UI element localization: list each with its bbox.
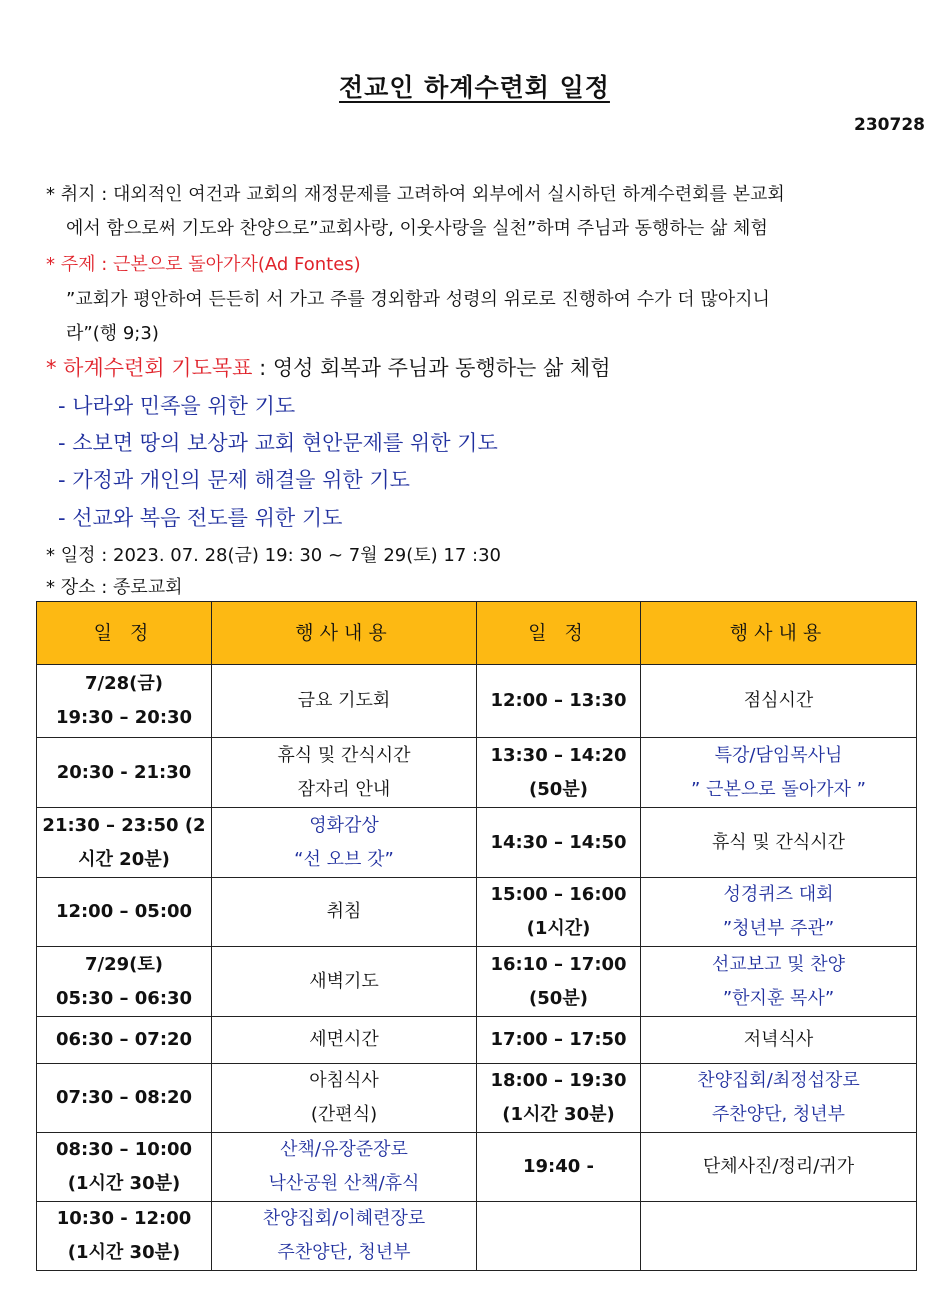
cell-text: 13:30 – 14:20 (490, 744, 627, 766)
time-cell (37, 878, 212, 947)
cell-text: 7/28(금) (85, 673, 163, 694)
table-row (37, 878, 917, 947)
time-cell (37, 1202, 212, 1271)
place-line: * 장소 : 종로교회 (46, 577, 183, 598)
event-cell (641, 1133, 917, 1202)
cell-text: ” 근본으로 돌아가자 ” (691, 778, 866, 800)
cell-text: 06:30 – 07:20 (55, 1029, 193, 1050)
table-row (37, 808, 917, 878)
time-cell (37, 738, 212, 808)
cell-text: 점심시간 (743, 690, 814, 711)
purpose-line-2: 에서 함으로써 기도와 찬양으로”교회사랑, 이웃사랑을 실천”하며 주님과 동행하는 삶 체험 (66, 218, 768, 239)
table-row (37, 1202, 917, 1271)
event-cell (212, 1202, 477, 1271)
cell-text: 주찬양단, 청년부 (277, 1242, 411, 1263)
table-row (37, 738, 917, 808)
table-row (37, 1017, 917, 1064)
cell-text: 영화감상 (309, 814, 379, 836)
event-cell (641, 665, 917, 738)
cell-text: 19:30 – 20:30 (55, 707, 193, 728)
event-cell (212, 947, 477, 1017)
cell-text: 금요 기도회 (297, 690, 391, 711)
time-cell (37, 665, 212, 738)
time-cell (37, 1064, 212, 1133)
cell-text: 산책/유장준장로 (280, 1139, 408, 1160)
time-cell (477, 947, 641, 1017)
document-code: 230728 (854, 115, 925, 135)
cell-text: ”한지훈 목사” (722, 987, 835, 1009)
cell-text: 17:00 – 17:50 (490, 1029, 627, 1050)
event-cell (212, 665, 477, 738)
cell-text: (50분) (529, 778, 588, 800)
cell-text: 14:30 – 14:50 (490, 831, 627, 853)
time-cell (477, 1064, 641, 1133)
event-cell (212, 878, 477, 947)
cell-text: 12:00 – 05:00 (55, 901, 193, 922)
event-cell (212, 738, 477, 808)
event-cell (641, 1202, 917, 1271)
time-cell (477, 665, 641, 738)
prayer-item: - 소보면 땅의 보상과 교회 현안문제를 위한 기도 (58, 431, 498, 455)
event-cell (212, 1064, 477, 1133)
cell-text: 주찬양단, 청년부 (711, 1104, 846, 1125)
cell-text: 저녁식사 (743, 1029, 814, 1050)
cell-text: (1시간 30분) (502, 1104, 615, 1125)
cell-text: 단체사진/정리/귀가 (702, 1156, 855, 1177)
time-cell (477, 1133, 641, 1202)
cell-text: 낙산공원 산책/휴식 (268, 1173, 420, 1194)
theme-line: * 주제 : 근본으로 돌아가자(Ad Fontes) (46, 254, 361, 275)
goal-label: * 하계수련회 기도목표 (46, 356, 253, 380)
cell-text: 20:30 - 21:30 (56, 761, 192, 783)
event-cell (641, 738, 917, 808)
event-cell (212, 808, 477, 878)
schedule-table (36, 601, 917, 1271)
cell-text: 찬양집회/최정섭장로 (697, 1070, 860, 1091)
date-line: * 일정 : 2023. 07. 28(금) 19: 30 ~ 7월 29(토) 17 :30 (46, 545, 501, 566)
event-cell (641, 1017, 917, 1064)
cell-text: 잠자리 안내 (297, 778, 391, 800)
goal-text: : 영성 회복과 주님과 동행하는 삶 체험 (252, 356, 611, 380)
time-cell (37, 947, 212, 1017)
header-date: 일 정 (477, 602, 641, 665)
cell-text: 찬양집회/이혜련장로 (262, 1208, 426, 1229)
cell-text: 취침 (326, 901, 362, 922)
event-cell (212, 1017, 477, 1064)
verse-line-1: ”교회가 평안하여 든든히 서 가고 주를 경외함과 성령의 위로로 진행하여 수가 더 많아지니 (66, 289, 770, 310)
purpose-line-1: * 취지 : 대외적인 여건과 교회의 재정문제를 고려하여 외부에서 실시하던 하계수련회를 본교회 (46, 184, 785, 205)
cell-text: 7/29(토) (85, 953, 163, 975)
event-cell (212, 1133, 477, 1202)
cell-text: 성경퀴즈 대회 (723, 884, 834, 905)
time-cell (477, 738, 641, 808)
cell-text: 21:30 – 23:50 (2 (42, 814, 206, 836)
cell-text: 세면시간 (309, 1029, 379, 1050)
table-header-row (37, 602, 917, 665)
cell-text: 15:00 – 16:00 (490, 884, 627, 905)
cell-text: (1시간 30분) (67, 1242, 181, 1263)
time-cell (477, 1017, 641, 1064)
header-event: 행사내용 (641, 602, 917, 665)
prayer-item: - 선교와 복음 전도를 위한 기도 (58, 506, 343, 530)
time-cell (37, 1017, 212, 1064)
event-cell (641, 808, 917, 878)
cell-text: 시간 20분) (78, 848, 170, 870)
cell-text: 12:00 – 13:30 (490, 690, 627, 711)
table-row (37, 1064, 917, 1133)
cell-text: 선교보고 및 찬양 (711, 953, 846, 975)
cell-text: 특강/담임목사님 (714, 744, 843, 766)
cell-text: 10:30 - 12:00 (56, 1208, 192, 1229)
table-row (37, 1133, 917, 1202)
cell-text: 07:30 – 08:20 (55, 1087, 193, 1108)
cell-text: (1시간) (526, 918, 591, 939)
goal-line (46, 352, 611, 382)
cell-text: 새벽기도 (309, 970, 379, 992)
cell-text: (1시간 30분) (67, 1173, 181, 1194)
table-row (37, 665, 917, 738)
cell-text: 05:30 – 06:30 (55, 987, 193, 1009)
cell-text: 휴식 및 간식시간 (711, 831, 846, 853)
prayer-item: - 가정과 개인의 문제 해결을 위한 기도 (58, 468, 410, 492)
event-cell (641, 947, 917, 1017)
table-row (37, 947, 917, 1017)
time-cell (477, 878, 641, 947)
cell-text: (간편식) (310, 1104, 378, 1125)
header-date: 일 정 (37, 602, 212, 665)
prayer-item: - 나라와 민족을 위한 기도 (58, 394, 296, 418)
cell-text: 16:10 – 17:00 (490, 953, 627, 975)
cell-text: (50분) (529, 987, 588, 1009)
time-cell (477, 1202, 641, 1271)
cell-text: 휴식 및 간식시간 (277, 744, 411, 766)
event-cell (641, 1064, 917, 1133)
cell-text: “선 오브 갓” (294, 848, 394, 870)
cell-text: 아침식사 (309, 1070, 379, 1091)
cell-text: 18:00 – 19:30 (490, 1070, 627, 1091)
document-title: 전교인 하계수련회 일정 (339, 73, 610, 102)
cell-text: 08:30 – 10:00 (55, 1139, 193, 1160)
event-cell (641, 878, 917, 947)
verse-line-2: 라”(행 9;3) (66, 323, 159, 344)
cell-text: 19:40 - (522, 1156, 595, 1177)
time-cell (477, 808, 641, 878)
header-event: 행사내용 (212, 602, 477, 665)
cell-text: ”청년부 주관” (722, 918, 835, 939)
time-cell (37, 808, 212, 878)
time-cell (37, 1133, 212, 1202)
